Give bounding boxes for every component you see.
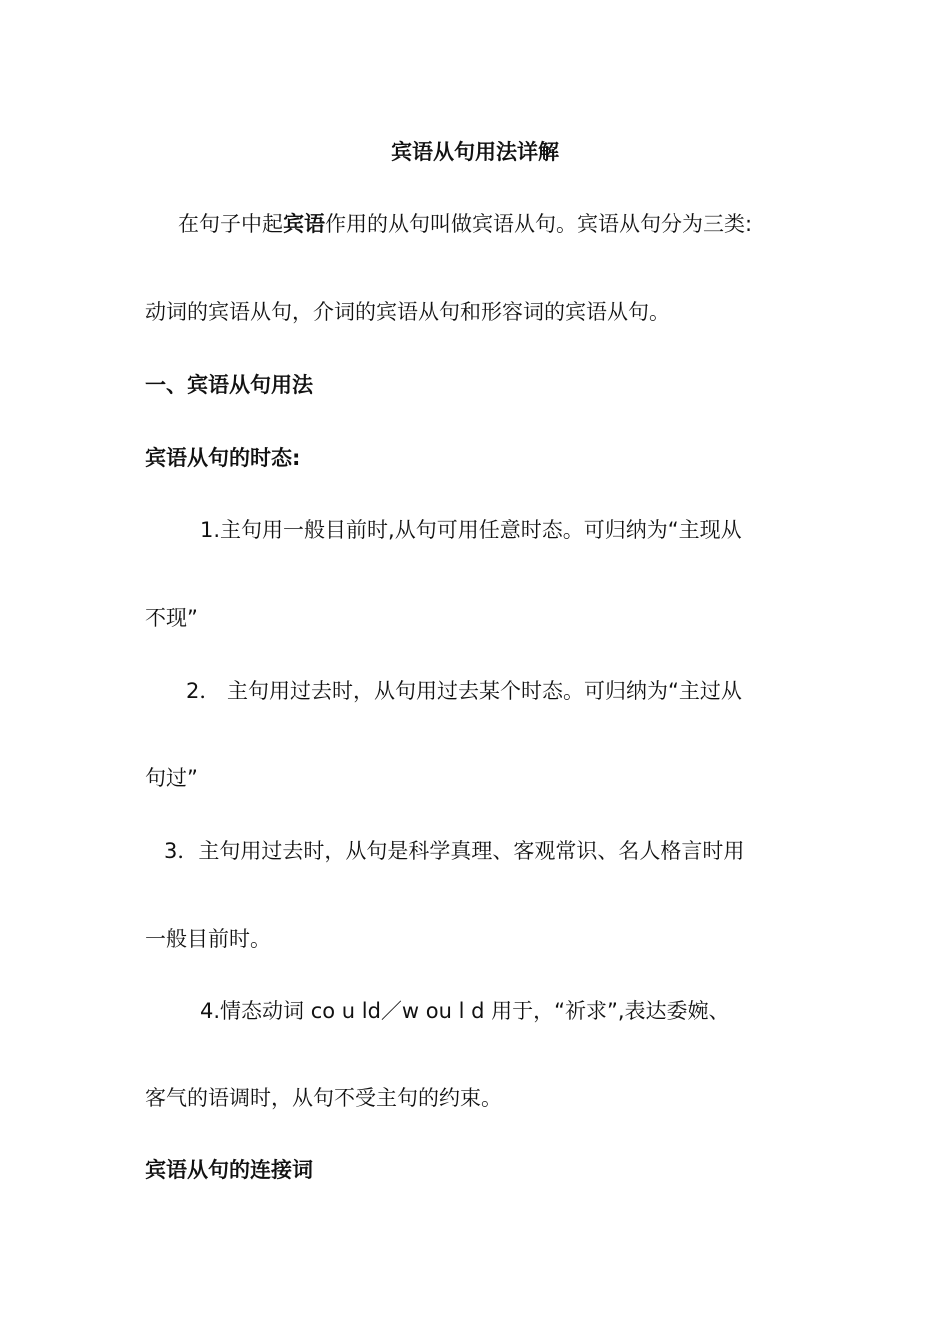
intro-paragraph-line-2: 动词的宾语从句，介词的宾语从句和形容词的宾语从句。 xyxy=(145,300,670,324)
document-title: 宾语从句用法详解 xyxy=(391,140,559,164)
rule-3-line-2: 一般目前时。 xyxy=(145,927,271,951)
intro-paragraph-line-1 xyxy=(178,209,752,239)
intro-text-after: 作用的从句叫做宾语从句。宾语从句分为三类: xyxy=(325,212,753,236)
intro-text-before: 在句子中起 xyxy=(178,212,283,236)
rule-4-line-2: 客气的语调时，从句不受主句的约束。 xyxy=(145,1086,502,1110)
rule-4-line-1: 4.情态动词 co u ld／w ou l d 用于，“祈求”,表达委婉、 xyxy=(200,999,730,1023)
subheading-tense: 宾语从句的时态: xyxy=(145,446,301,470)
subheading-connectives: 宾语从句的连接词 xyxy=(145,1158,313,1182)
rule-1-line-1: 1.主句用一般目前时,从句可用任意时态。可归纳为“主现从 xyxy=(200,518,742,542)
section-heading-usage: 一、宾语从句用法 xyxy=(145,373,313,397)
rule-2-line-2: 句过” xyxy=(145,766,198,790)
intro-text-bold: 宾语 xyxy=(283,212,325,236)
rule-2-line-1: 2． 主句用过去时，从句用过去某个时态。可归纳为“主过从 xyxy=(186,679,742,703)
rule-1-line-2: 不现” xyxy=(145,606,198,630)
rule-3-line-1: 3．主句用过去时，从句是科学真理、客观常识、名人格言时用 xyxy=(164,839,745,863)
